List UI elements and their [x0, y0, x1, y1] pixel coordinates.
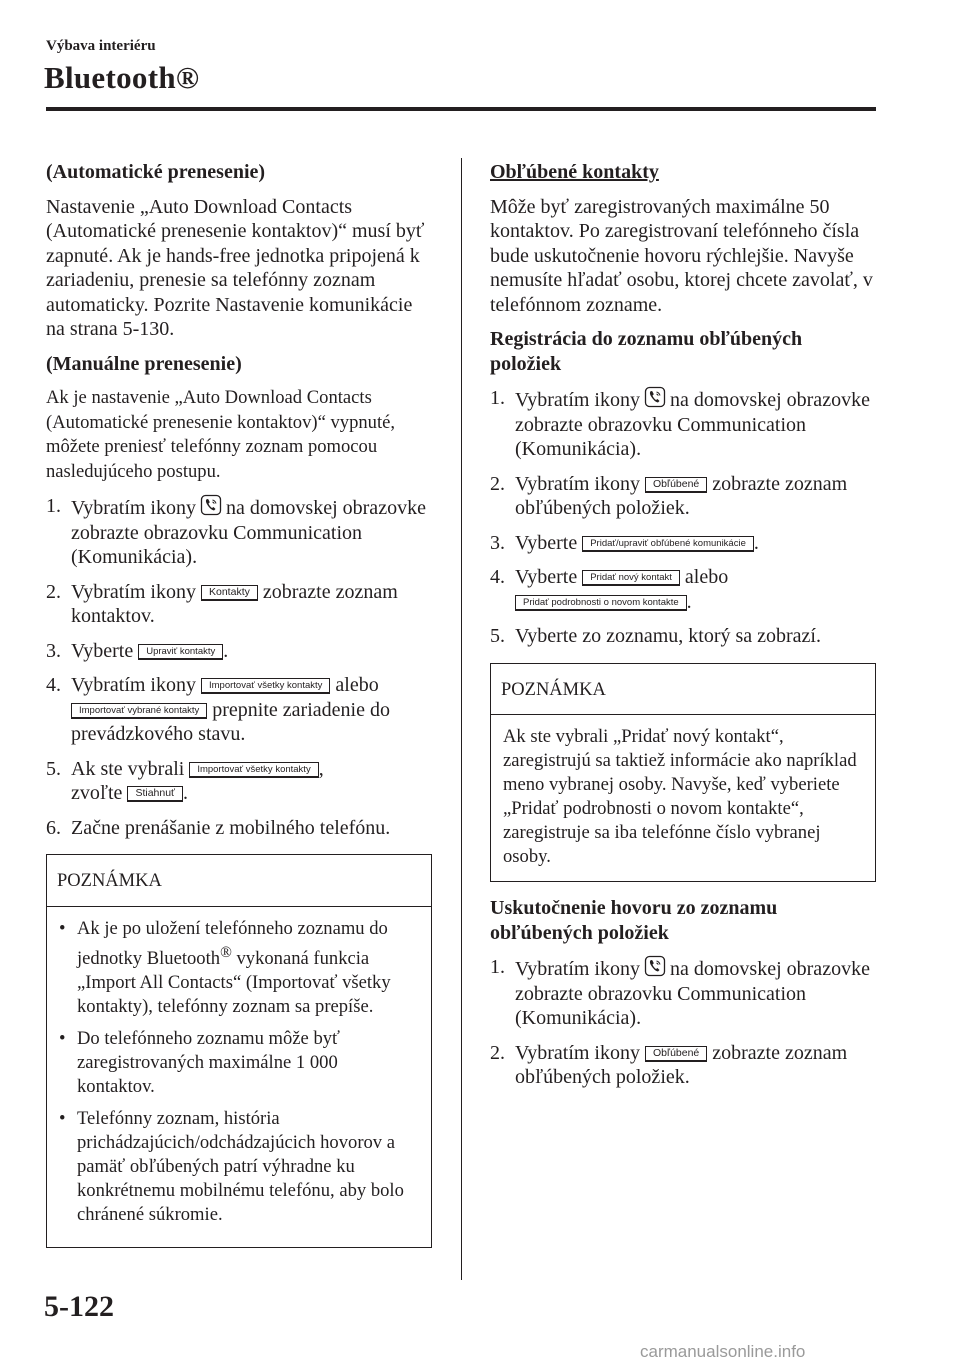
note-box: [490, 663, 876, 883]
step-text: zobrazte zoznam obľúbených položiek.: [515, 1041, 848, 1088]
favorites-button[interactable]: Obľúbené: [645, 1046, 707, 1062]
step-number: 4.: [490, 566, 505, 588]
download-button[interactable]: Stiahnuť: [127, 786, 183, 802]
note-text: Ak ste vybrali „Pridať nový kontakt“, zaregistrujú sa taktiež informácie ako napríklad meno vybranej osoby. Navyše, keď vyberiete „Pridať podrobnosti o novom kontakte“, zaregistruje sa iba telefónne číslo vybranej osoby.: [503, 726, 857, 867]
call-heading: Uskutočnenie hovoru zo zoznamu obľúbených položiek: [490, 897, 778, 944]
step-number: 1.: [490, 387, 505, 409]
favorites-button[interactable]: Obľúbené: [645, 477, 707, 493]
step-5: [46, 757, 432, 806]
step-text: prepnite zariadenie do prevádzkového stavu.: [71, 698, 390, 745]
add-contact-details-button[interactable]: Pridať podrobnosti o novom kontakte: [515, 595, 687, 611]
step-number: 2.: [490, 472, 505, 495]
section-label: Výbava interiéru: [46, 38, 156, 54]
note-bullet: • Ak je po uložení telefónneho zoznamu do jednotky Bluetooth® vykonaná funkcia „Import All Contacts“ (Importovať všetky kontakty), telefónny zoznam sa prepíše.: [59, 917, 391, 1017]
reg-step-5: [490, 624, 876, 649]
step-text: Vyberte: [515, 566, 578, 588]
step-text: zobrazte zoznam kontaktov.: [71, 580, 398, 627]
registration-heading: Registrácia do zoznamu obľúbených položiek: [490, 328, 803, 375]
contacts-button[interactable]: Kontakty: [201, 585, 258, 601]
step-text: .: [686, 590, 692, 613]
auto-download-heading: (Automatické prenesenie): [46, 161, 266, 183]
reg-step-4: [490, 565, 876, 614]
step-text: alebo: [684, 566, 729, 588]
note-title: POZNÁMKA: [491, 664, 875, 716]
reg-step-3: [490, 531, 876, 556]
column-divider: [461, 158, 462, 1280]
step-text: Ak ste vybrali: [71, 757, 185, 780]
step-number: 2.: [46, 580, 61, 603]
step-text: zvoľte: [71, 782, 123, 804]
manual-download-heading: (Manuálne prenesenie): [46, 352, 242, 375]
add-new-contact-button[interactable]: Pridať nový kontakt: [582, 570, 680, 586]
step-text: Vyberte zo zoznamu, ktorý sa zobrazí.: [515, 625, 821, 647]
import-all-contacts-button[interactable]: Importovať všetky kontakty: [189, 762, 318, 778]
page-title: Bluetooth®: [44, 60, 200, 95]
step-text: Vybratím ikony: [515, 472, 640, 495]
step-text: .: [223, 639, 229, 662]
communication-phone-icon: [644, 955, 666, 977]
watermark: carmanualsonline.info: [640, 1342, 806, 1361]
favorites-heading: Obľúbené kontakty: [490, 161, 659, 183]
step-text: Vybratím ikony: [71, 674, 196, 696]
communication-phone-icon: [200, 494, 222, 516]
step-number: 5.: [46, 757, 61, 780]
communication-phone-icon: [644, 386, 666, 408]
step-text: zobrazte zoznam obľúbených položiek.: [515, 472, 848, 519]
favorites-text: Môže byť zaregistrovaných maximálne 50 kontaktov. Po zaregistrovaní telefónneho čísla bude uskutočnenie hovoru rýchlejšie. Navyše nemusíte hľadať osobu, ktorej chcete zavolať, v telefónnom zozname.: [490, 195, 873, 316]
auto-download-text: Nastavenie „Auto Download Contacts (Automatické prenesenie kontaktov)“ musí byť zapnuté. Ak je hands-free jednotka pripojená k zariadeniu, prenesie sa telefónny zoznam automaticky. Pozrite Nastavenie komunikácie na strana 5-130.: [46, 195, 425, 340]
step-text: Vybratím ikony: [515, 958, 640, 980]
step-text: .: [753, 531, 759, 554]
reg-step-1: [490, 386, 876, 462]
step-number: 3.: [46, 639, 61, 662]
step-text: Začne prenášanie z mobilného telefónu.: [71, 816, 391, 839]
add-edit-favorites-button[interactable]: Pridať/upraviť obľúbené komunikácie: [582, 536, 754, 552]
step-number: 1.: [46, 495, 61, 517]
step-text: na domovskej obrazovke zobrazte obrazovku Communication (Komunikácia).: [515, 389, 870, 460]
step-number: 4.: [46, 674, 61, 696]
step-4: [46, 673, 432, 747]
step-text: Vybratím ikony: [71, 580, 196, 603]
step-text: .: [183, 782, 188, 804]
right-column: [490, 160, 876, 1100]
step-text: Vybratím ikony: [71, 497, 196, 519]
import-selected-contacts-button[interactable]: Importovať vybrané kontakty: [71, 703, 207, 719]
note-bullet: • Do telefónneho zoznamu môže byť zaregistrovaných maximálne 1 000 kontaktov.: [59, 1027, 340, 1097]
call-step-2: [490, 1041, 876, 1090]
step-number: 6.: [46, 816, 61, 839]
step-number: 2.: [490, 1041, 505, 1064]
step-2: [46, 580, 432, 629]
reg-step-2: [490, 472, 876, 521]
step-1: [46, 494, 432, 570]
step-6: [46, 816, 432, 841]
step-text: Vyberte: [71, 639, 134, 662]
left-column: [46, 160, 432, 1262]
note-bullet: • Telefónny zoznam, história prichádzajúcich/odchádzajúcich hovorov a pamäť obľúbených patrí výhradne ku konkrétnemu mobilnému telefónu, aby bolo chránené súkromie.: [59, 1107, 404, 1225]
note-title: POZNÁMKA: [47, 855, 431, 907]
step-text: Vybratím ikony: [515, 1041, 640, 1064]
step-text: na domovskej obrazovke zobrazte obrazovku Communication (Komunikácia).: [71, 497, 426, 568]
step-number: 5.: [490, 625, 505, 647]
header-rule: [46, 107, 876, 111]
edit-contacts-button[interactable]: Upraviť kontakty: [138, 644, 223, 660]
step-number: 1.: [490, 956, 505, 978]
step-3: [46, 639, 432, 664]
import-all-contacts-button[interactable]: Importovať všetky kontakty: [201, 678, 330, 694]
step-text: na domovskej obrazovke zobrazte obrazovku Communication (Komunikácia).: [515, 958, 870, 1029]
call-step-1: [490, 955, 876, 1031]
step-text: ,: [318, 757, 324, 780]
page-number: 5-122: [44, 1290, 114, 1323]
step-text: alebo: [335, 674, 379, 696]
step-text: Vyberte: [515, 531, 578, 554]
step-number: 3.: [490, 531, 505, 554]
manual-download-text: Ak je nastavenie „Auto Download Contacts (Automatické prenesenie kontaktov)“ vypnuté, môžete preniesť telefónny zoznam pomocou nasledujúceho postupu.: [46, 387, 396, 482]
step-text: Vybratím ikony: [515, 389, 640, 411]
note-box: [46, 854, 432, 1248]
